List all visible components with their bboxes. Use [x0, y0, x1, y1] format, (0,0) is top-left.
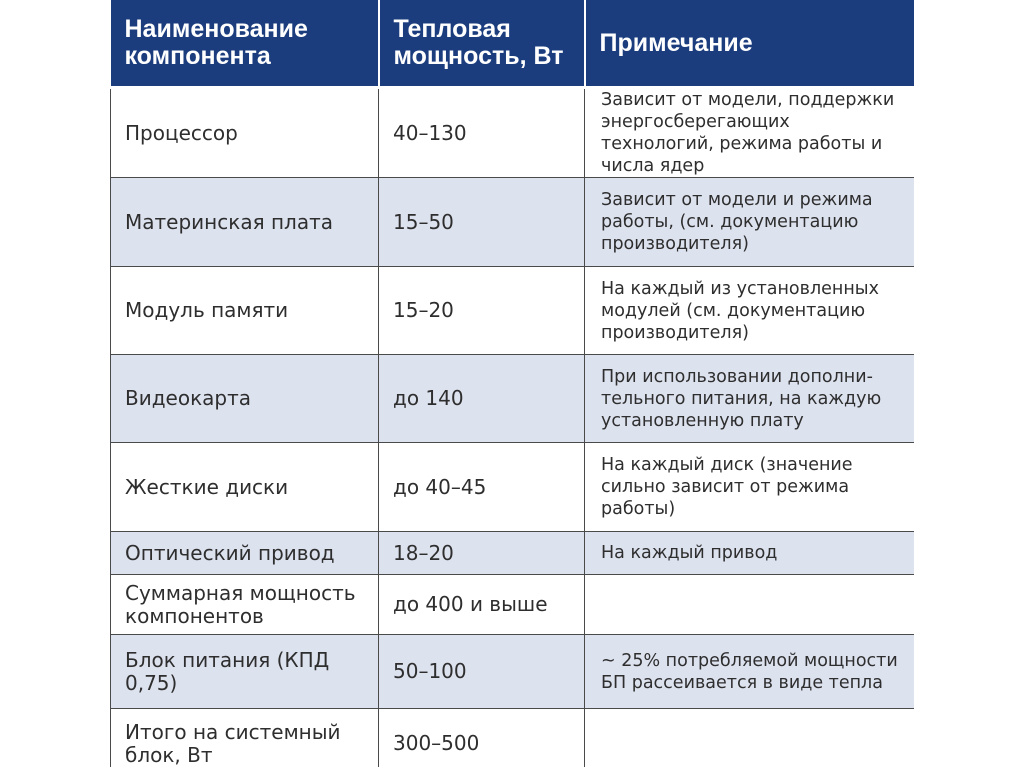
cell-heat-power: 18–20: [379, 532, 585, 575]
table-row: [111, 88, 915, 178]
cell-note: На каждый привод: [585, 532, 915, 575]
cell-heat-power: 300–500: [379, 709, 585, 767]
heat-output-table-container: [110, 0, 914, 767]
table-body: [111, 88, 915, 767]
table-row: [111, 532, 915, 575]
cell-component-name: Процессор: [111, 88, 379, 178]
table-row: [111, 635, 915, 709]
table-row: [111, 355, 915, 443]
cell-component-name: Жесткие диски: [111, 443, 379, 532]
cell-note: [585, 575, 915, 635]
table-header: [111, 0, 915, 88]
cell-heat-power: до 140: [379, 355, 585, 443]
header-heat-power: Тепловая мощность, Вт: [379, 0, 585, 88]
cell-component-name: Видеокарта: [111, 355, 379, 443]
cell-component-name: Итого на системный блок, Вт: [111, 709, 379, 767]
table-row: [111, 575, 915, 635]
cell-heat-power: до 400 и выше: [379, 575, 585, 635]
cell-note: [585, 709, 915, 767]
cell-heat-power: до 40–45: [379, 443, 585, 532]
cell-note: На каждый диск (значение сильно зависит от режима работы): [585, 443, 915, 532]
cell-component-name: Материнская плата: [111, 178, 379, 267]
cell-component-name: Суммарная мощность компонентов: [111, 575, 379, 635]
cell-heat-power: 15–20: [379, 267, 585, 355]
cell-heat-power: 50–100: [379, 635, 585, 709]
heat-output-table: [110, 0, 914, 767]
cell-note: ~ 25% потребляемой мощности БП рассеивается в виде тепла: [585, 635, 915, 709]
header-component-name: Наименование компонента: [111, 0, 379, 88]
table-row: [111, 709, 915, 767]
cell-heat-power: 40–130: [379, 88, 585, 178]
table-row: [111, 443, 915, 532]
cell-note: На каждый из установленных модулей (см. документацию производителя): [585, 267, 915, 355]
cell-component-name: Оптический привод: [111, 532, 379, 575]
table-row: [111, 267, 915, 355]
cell-note: Зависит от модели, поддержки энергосберегающих технологий, режима работы и числа ядер: [585, 88, 915, 178]
table-row: [111, 178, 915, 267]
cell-component-name: Модуль памяти: [111, 267, 379, 355]
cell-note: Зависит от модели и режима работы, (см. документацию производителя): [585, 178, 915, 267]
cell-note: При использовании дополни-тельного питания, на каждую установленную плату: [585, 355, 915, 443]
cell-heat-power: 15–50: [379, 178, 585, 267]
cell-component-name: Блок питания (КПД 0,75): [111, 635, 379, 709]
header-note: Примечание: [585, 0, 915, 88]
